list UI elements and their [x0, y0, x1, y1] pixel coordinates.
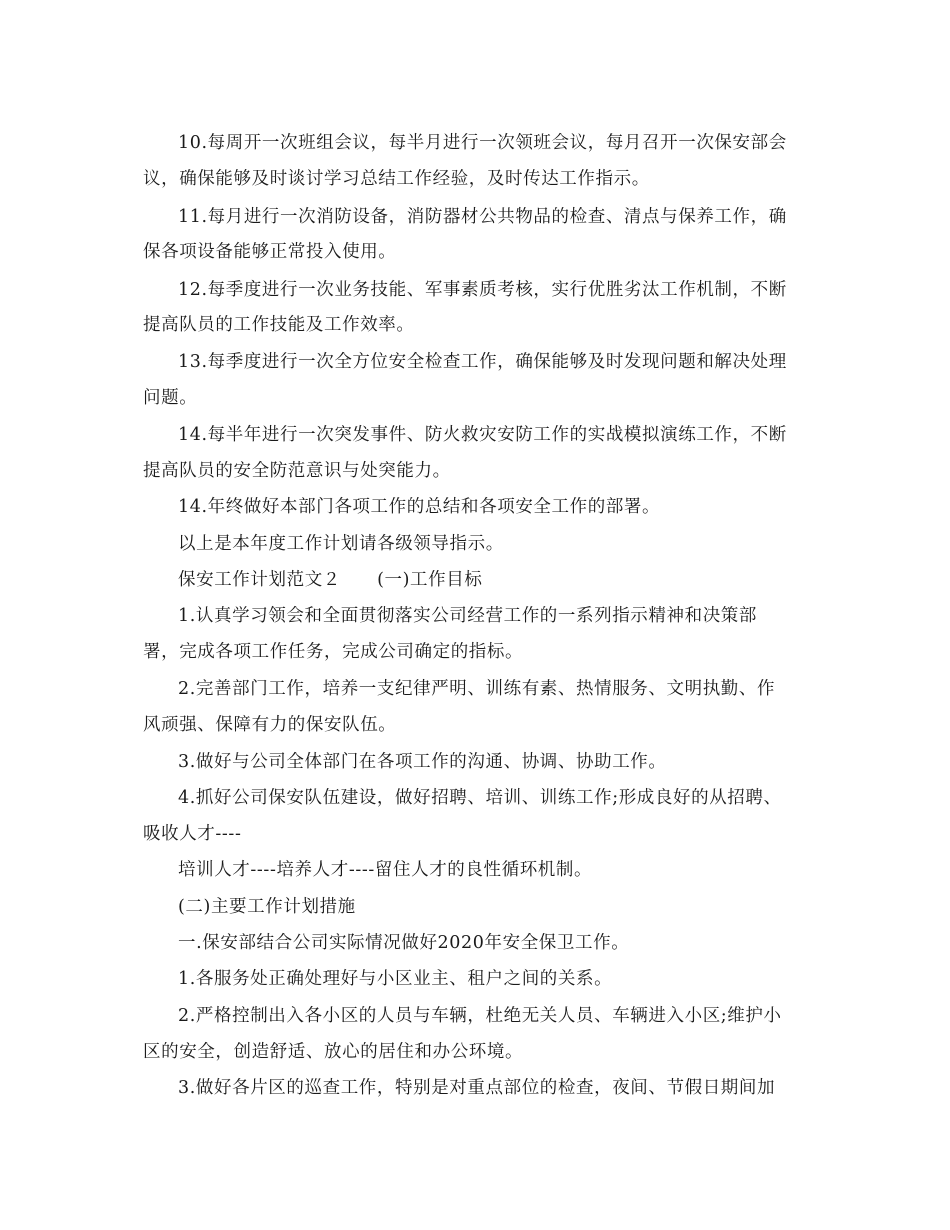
paragraph-line: 问题。: [143, 388, 198, 408]
paragraph-line: 风顽强、保障有力的保安队伍。: [143, 715, 397, 735]
paragraph-line: 13.每季度进行一次全方位安全检查工作，确保能够及时发现问题和解决处理: [178, 352, 787, 372]
paragraph-line: 2.严格控制出入各小区的人员与车辆，杜绝无关人员、车辆进入小区;维护小: [178, 1006, 782, 1026]
paragraph-line: 3.做好各片区的巡查工作，特别是对重点部位的检查，夜间、节假日期间加: [178, 1078, 776, 1098]
paragraph-line: 3.做好与公司全体部门在各项工作的沟通、协调、协助工作。: [178, 752, 667, 772]
paragraph-line: 吸收人才----: [143, 824, 242, 844]
paragraph-line: 2.完善部门工作，培养一支纪律严明、训练有素、热情服务、文明执勤、作: [178, 679, 776, 699]
paragraph-line: 12.每季度进行一次业务技能、军事素质考核，实行优胜劣汰工作机制，不断: [178, 280, 787, 300]
paragraph-line: 一.保安部结合公司实际情况做好2020年安全保卫工作。: [178, 933, 630, 953]
paragraph-line: 署，完成各项工作任务，完成公司确定的指标。: [143, 642, 524, 662]
paragraph-line: 14.每半年进行一次突发事件、防火救灾安防工作的实战模拟演练工作，不断: [178, 425, 787, 445]
section-heading: (二)主要工作计划措施: [178, 897, 356, 917]
paragraph-line: 以上是本年度工作计划请各级领导指示。: [178, 534, 504, 554]
paragraph-line: 14.年终做好本部门各项工作的总结和各项安全工作的部署。: [178, 497, 661, 517]
paragraph-line: 保各项设备能够正常投入使用。: [143, 242, 397, 262]
paragraph-line: 1.各服务处正确处理好与小区业主、租户之间的关系。: [178, 969, 613, 989]
paragraph-line: 提高队员的安全防范意识与处突能力。: [143, 461, 451, 481]
paragraph-line: 4.抓好公司保安队伍建设，做好招聘、培训、训练工作;形成良好的从招聘、: [178, 788, 782, 808]
paragraph-line: 11.每月进行一次消防设备，消防器材公共物品的检查、清点与保养工作，确: [178, 207, 787, 227]
paragraph-line: 1.认真学习领会和全面贯彻落实公司经营工作的一系列指示精神和决策部: [178, 606, 757, 626]
paragraph-line: 区的安全，创造舒适、放心的居住和办公环境。: [143, 1042, 524, 1062]
paragraph-line: 议，确保能够及时谈讨学习总结工作经验，及时传达工作指示。: [143, 169, 650, 189]
section-title: 保安工作计划范文２ (一)工作目标: [178, 570, 483, 590]
paragraph-line: 提高队员的工作技能及工作效率。: [143, 315, 415, 335]
paragraph-line: 10.每周开一次班组会议，每半月进行一次领班会议，每月召开一次保安部会: [178, 133, 787, 153]
paragraph-line: 培训人才----培养人才----留住人才的良性循环机制。: [178, 860, 593, 880]
